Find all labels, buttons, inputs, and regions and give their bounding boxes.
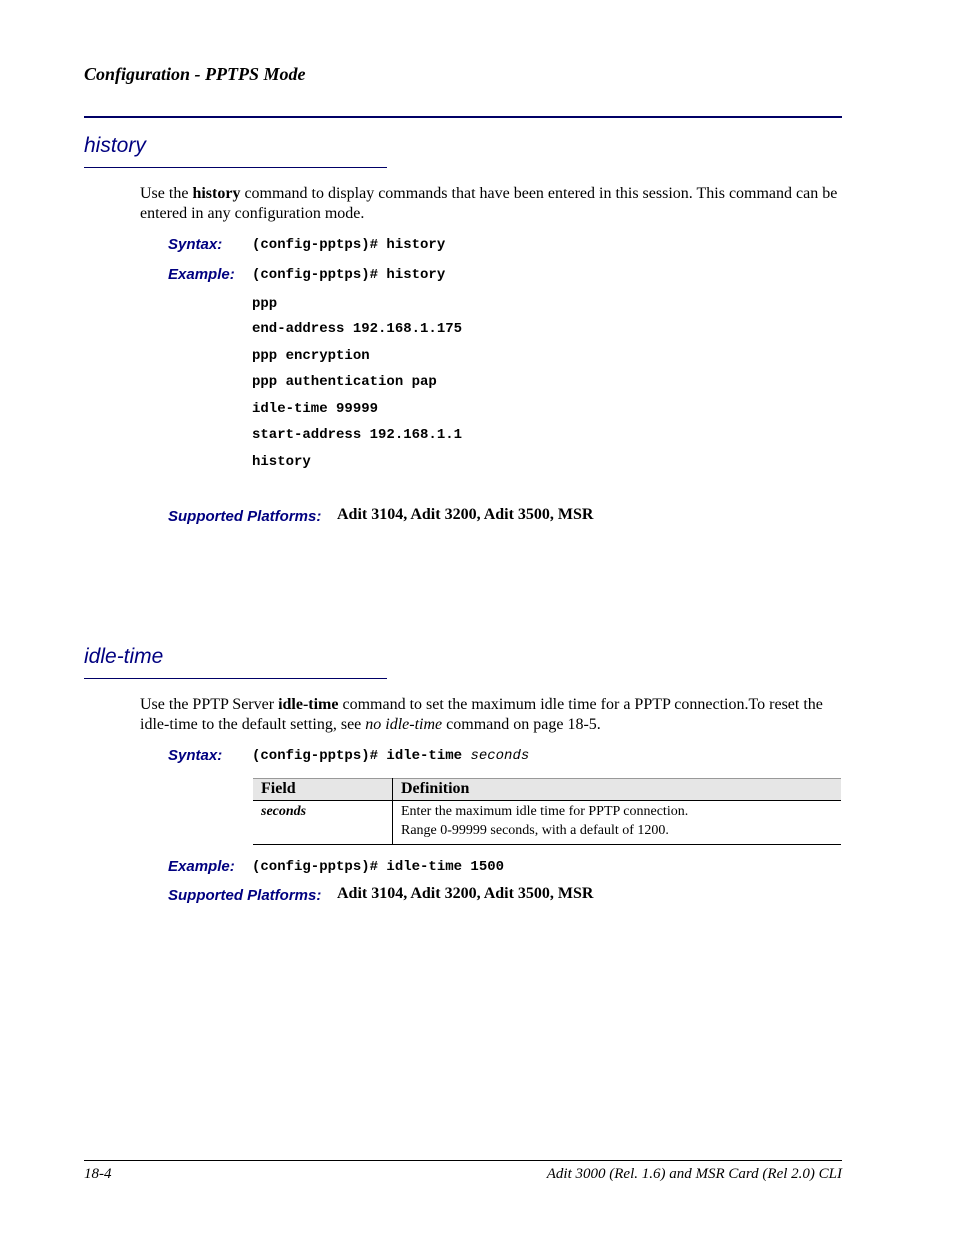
idle-time-title-rule	[84, 678, 387, 679]
history-platforms-value: Adit 3104, Adit 3200, Adit 3500, MSR	[337, 506, 594, 523]
history-output-line: end-address 192.168.1.175	[252, 321, 463, 337]
history-section-title: history	[84, 134, 146, 157]
history-output-line: ppp authentication pap	[252, 374, 437, 390]
history-syntax-code: (config-pptps)# history	[252, 237, 446, 253]
table-header-field: Field	[253, 779, 393, 801]
page-header-title: Configuration - PPTPS Mode	[84, 64, 306, 84]
idle-time-description: Use the PPTP Server idle-time command to set the maximum idle time for a PPTP connection.To reset the idle-time to the default setting, see no idle-time command on page 18-5.	[140, 696, 823, 733]
table-row	[253, 801, 841, 845]
table-cell-definition: Enter the maximum idle time for PPTP connection. Range 0-99999 seconds, with a default of 1200.	[393, 801, 842, 845]
history-title-rule	[84, 167, 387, 168]
idle-time-syntax-label: Syntax:	[168, 747, 223, 764]
syntax-parameter: seconds	[470, 748, 530, 764]
table-header-row	[253, 779, 841, 801]
history-output-line: ppp encryption	[252, 348, 370, 364]
history-output-line: ppp	[252, 296, 278, 312]
table-header-definition: Definition	[393, 779, 842, 801]
idle-time-section-title: idle-time	[84, 645, 164, 668]
idle-time-platforms-label: Supported Platforms:	[168, 887, 322, 904]
footer-rule	[84, 1160, 842, 1161]
footer-document-title: Adit 3000 (Rel. 1.6) and MSR Card (Rel 2.0) CLI	[546, 1166, 842, 1182]
history-syntax-label: Syntax:	[168, 236, 223, 253]
footer-page-number: 18-4	[84, 1166, 112, 1182]
history-example-code: (config-pptps)# history	[252, 267, 446, 283]
history-output-line: idle-time 99999	[252, 401, 379, 417]
header-rule	[84, 116, 842, 118]
history-example-label: Example:	[168, 266, 235, 283]
idle-time-syntax-code: (config-pptps)# idle-time seconds	[252, 748, 530, 764]
idle-time-example-label: Example:	[168, 858, 235, 875]
history-description: Use the history command to display commands that have been entered in this session. This command can be entered in any configuration mode.	[140, 185, 838, 222]
history-output-line: history	[252, 454, 311, 470]
parameter-table	[253, 778, 841, 845]
history-output-line: start-address 192.168.1.1	[252, 427, 463, 443]
idle-time-platforms-value: Adit 3104, Adit 3200, Adit 3500, MSR	[337, 885, 594, 902]
table-cell-field: seconds	[253, 801, 393, 845]
history-platforms-label: Supported Platforms:	[168, 508, 322, 525]
idle-time-example-code: (config-pptps)# idle-time 1500	[252, 859, 505, 875]
